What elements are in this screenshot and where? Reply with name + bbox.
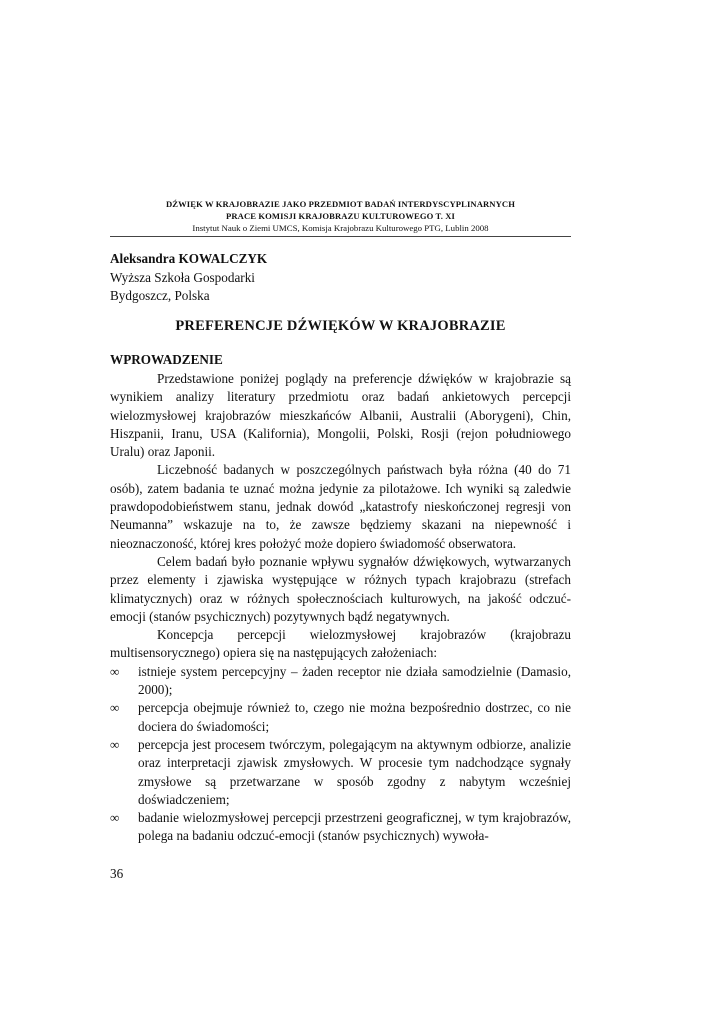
paragraph: Koncepcja percepcji wielozmysłowej krajobrazów (krajobrazu multisensorycznego) opiera się na następujących założeniach: xyxy=(110,627,571,661)
author-affiliation: Wyższa Szkoła Gospodarki xyxy=(110,269,255,285)
paragraph: Celem badań było poznanie wpływu sygnałów dźwiękowych, wytwarzanych przez elementy i zjawiska występujące w różnych typach krajobrazu (strefach klimatycznych) oraz w różnych społecznościach kulturowych, na jakość odczuć-emocji (stanów psychicznych) pozytywnych bądź negatywnych. xyxy=(110,553,571,624)
infinity-bullet-icon: ∞ xyxy=(110,810,120,826)
list-item xyxy=(110,699,571,736)
author-block xyxy=(110,250,267,306)
list-item-text: percepcja jest procesem twórczym, polegającym na aktywnym odbiorze, analizie oraz interpretacji zjawisk zmysłowych. W procesie tym nadchodzące sygnały zmysłowe są przetwarzane w sposób zgodny z nabytym wcześniej doświadczeniem; xyxy=(138,736,571,807)
list-item-text: istnieje system percepcyjny – żaden receptor nie działa samodzielnie (Damasio, 2000); xyxy=(138,663,571,698)
infinity-bullet-icon: ∞ xyxy=(110,663,120,679)
header-rule xyxy=(110,236,571,237)
article-title: PREFERENCJE DŹWIĘKÓW W KRAJOBRAZIE xyxy=(175,318,506,334)
author-location: Bydgoszcz, Polska xyxy=(110,288,210,303)
header-series-title: DŹWIĘK W KRAJOBRAZIE JAKO PRZEDMIOT BADAŃ INTERDYSCYPLINARNYCH xyxy=(165,199,516,209)
section-heading: WPROWADZENIE xyxy=(110,352,223,367)
list-item-text: percepcja obejmuje również to, czego nie można bezpośrednio dostrzec, co nie dociera do świadomości; xyxy=(138,700,571,734)
infinity-bullet-icon: ∞ xyxy=(110,700,120,716)
body-text xyxy=(110,370,571,846)
paragraph: Liczebność badanych w poszczególnych państwach była różna (40 do 71 osób), zatem badania te uznać można jedynie za pilotażowe. Ich wyniki są zaledwie prawdopodobieństwem stanu, jednak dowód „katastrofy nieskończonej regresji von Neumanna” wskazuje na to, że zawsze będziemy skazani na niepewność i nieoznaczoność, której kres położyć może dopiero świadomość obserwatora. xyxy=(110,462,571,551)
header-volume-title: PRACE KOMISJI KRAJOBRAZU KULTUROWEGO T. XI xyxy=(226,211,455,221)
running-header xyxy=(110,198,571,234)
page-number: 36 xyxy=(110,866,124,881)
list-item-text: badanie wielozmysłowej percepcji przestrzeni geograficznej, w tym krajobrazów, polega na badaniu odczuć-emocji (stanów psychicznych) wywoła- xyxy=(138,810,571,844)
infinity-bullet-icon: ∞ xyxy=(110,736,120,752)
author-name: Aleksandra KOWALCZYK xyxy=(110,251,268,266)
list-item xyxy=(110,809,571,846)
assumptions-list xyxy=(110,663,571,846)
paragraph: Przedstawione poniżej poglądy na preferencje dźwięków w krajobrazie są wynikiem analizy literatury przedmiotu oraz badań ankietowych percepcji wielozmysłowej krajobrazów mieszkańców Albanii, Australii (Aborygeni), Chin, Hiszpanii, Iranu, USA (Kalifornia), Mongolii, Polski, Rosji (rejon południowego Uralu) oraz Japonii. xyxy=(110,371,571,460)
list-item xyxy=(110,663,571,700)
list-item xyxy=(110,736,571,809)
header-publisher: Instytut Nauk o Ziemi UMCS, Komisja Krajobrazu Kulturowego PTG, Lublin 2008 xyxy=(192,223,489,233)
